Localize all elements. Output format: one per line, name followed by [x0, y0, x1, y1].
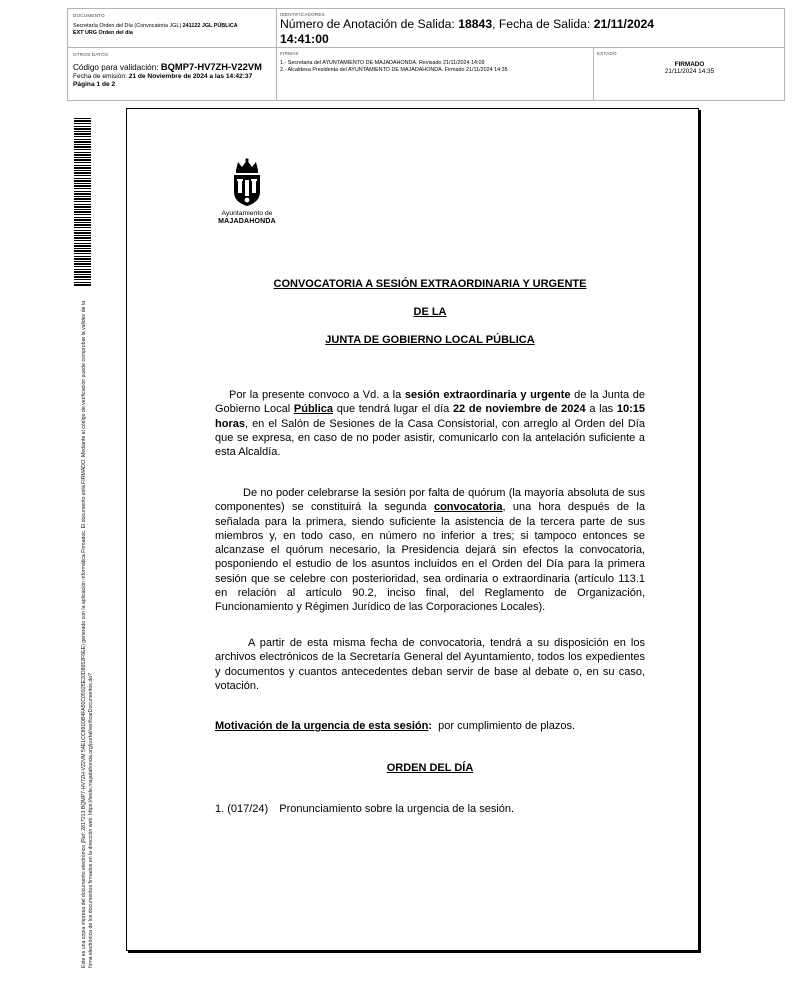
- paragraph-quorum: De no poder celebrarse la sesión por falta de quórum (la mayoría absoluta de sus componentes) se constituirá la segunda convocatoria, una hora después de la señalada para la primera, siendo suficiente la asistencia de la tercera parte de sus miembros y, en todo caso, en número no inferior a tres; si tampoco entonces se alcanzase el quórum necesario, la Presidencia dejará sin efectos la convocatoria, posponiendo el estudio de los asuntos incluidos en el Orden del Día para la primera sesión que se celebre con posterioridad, sea ordinaria o extraordinaria (artículo 113.1 en relación al artículo 90.2, inciso final, del Reglamento de Organización, Funcionamiento y Régimen Jurídico de las Corporaciones Locales).: [215, 487, 645, 614]
- firma-2: 2.- Alcaldesa Presidenta del AYUNTAMIENTO DE MAJADAHONDA. Firmado 21/11/2024 14:35: [280, 67, 508, 73]
- title-line2: DE LA: [413, 306, 447, 318]
- otros-caption: OTROS DATOS: [73, 52, 109, 57]
- fecha-label: Fecha de emisión:: [73, 73, 127, 80]
- barcode: [74, 118, 91, 286]
- estado-cell: [597, 51, 782, 75]
- title-line1: CONVOCATORIA A SESIÓN EXTRAORDINARIA Y URGENTE: [273, 278, 587, 290]
- orden-del-dia-title: ORDEN DEL DÍA: [386, 762, 474, 774]
- documento-description: [73, 23, 273, 37]
- documento-caption: DOCUMENTO: [73, 13, 105, 18]
- paragraph-convocatoria: Por la presente convoco a Vd. a la sesión extraordinaria y urgente de la Junta de Gobierno Local Pública que tendrá lugar el día 22 de noviembre de 2024 a las 10:15 horas, en el Salón de Sesiones de la Casa Consistorial, con arreglo al Orden del Día que se expresa, en caso de no poder asistir, comunicarlo con la antelación suficiente a esta Alcaldía.: [215, 389, 645, 459]
- coat-of-arms-icon: [224, 158, 270, 208]
- verification-vertical-text: Este es una copia impresa del documento electrónico (Ref: 2817213 BQMP7-HV7ZH-V22VM 54E1CC891DB4FA50C05925E20D8652F6EE) generado con la aplicación informática Firmadoc. El documento está FIRMADO. Mediante el código de verificación puede comprobar la validez de la firma electrónica de los documentos firmados en la dirección web: https://sede.majadahonda.org/portal/verificarDocumentos.do?: [81, 301, 94, 968]
- estado-caption: ESTADO: [597, 51, 617, 56]
- fecha-value: 21 de Noviembre de 2024 a las 14:42:37: [128, 73, 253, 80]
- documento-code: 241122 JGL PÚBLICA: [182, 23, 238, 29]
- motivacion-text: por cumplimiento de plazos.: [432, 720, 576, 732]
- anotacion-fecha-label: , Fecha de Salida:: [492, 17, 591, 31]
- documento-line2: EXT URG Orden del día: [73, 30, 133, 36]
- title-line3: JUNTA DE GOBIERNO LOCAL PÚBLICA: [325, 334, 535, 346]
- ayuntamiento-logo: [210, 158, 284, 226]
- firmas-caption: FIRMAS: [280, 51, 299, 56]
- identificadores-caption: IDENTIFICADORES: [280, 12, 325, 17]
- logo-line1: Ayuntamiento de: [221, 210, 273, 217]
- anotacion-number: 18843: [458, 17, 493, 31]
- logo-line2: MAJADAHONDA: [218, 218, 276, 225]
- pagina: Página 1 de 2: [73, 81, 116, 88]
- codigo-label: Código para validación:: [73, 63, 159, 72]
- anotacion-hora: 14:41:00: [280, 32, 329, 46]
- identificadores-cell: [280, 12, 780, 47]
- motivacion-label: Motivación de la urgencia de esta sesión: [215, 720, 429, 732]
- anotacion-fecha: 21/11/2024: [593, 17, 655, 31]
- estado-value: FIRMADO: [674, 61, 705, 68]
- orden-item-1-text: Pronunciamiento sobre la urgencia de la sesión.: [279, 803, 515, 815]
- anotacion-label: Número de Anotación de Salida:: [280, 17, 455, 31]
- paragraph-disposicion: A partir de esta misma fecha de convocatoria, tendrá a su disposición en los archivos electrónicos de la Secretaría General del Ayuntamiento, todos los expedientes y documentos y cuantos antecedentes deban servir de base al debate o, en su caso, votación.: [215, 637, 645, 692]
- document-header: [67, 8, 785, 101]
- orden-item-1-number: 1. (017/24): [215, 803, 269, 815]
- documento-cell: [73, 13, 273, 37]
- anotacion-salida: [280, 17, 780, 47]
- firma-1: 1.- Secretaria del AYUNTAMIENTO DE MAJADAHONDA. Revisado 21/11/2024 14:09: [280, 60, 485, 66]
- motivacion-urgencia: Motivación de la urgencia de esta sesión: por cumplimiento de plazos.: [215, 720, 576, 732]
- firmas-cell: [280, 51, 590, 74]
- fecha-emision: [73, 73, 273, 81]
- documento-line1: Secretaría Orden del Día (Convocatoria JGL): [73, 23, 182, 29]
- otros-datos-cell: [73, 52, 273, 89]
- codigo-validacion: [73, 62, 273, 73]
- orden-item-1: [215, 802, 645, 816]
- codigo-value: BQMP7-HV7ZH-V22VM: [160, 61, 262, 72]
- estado-date: 21/11/2024 14:35: [664, 68, 715, 75]
